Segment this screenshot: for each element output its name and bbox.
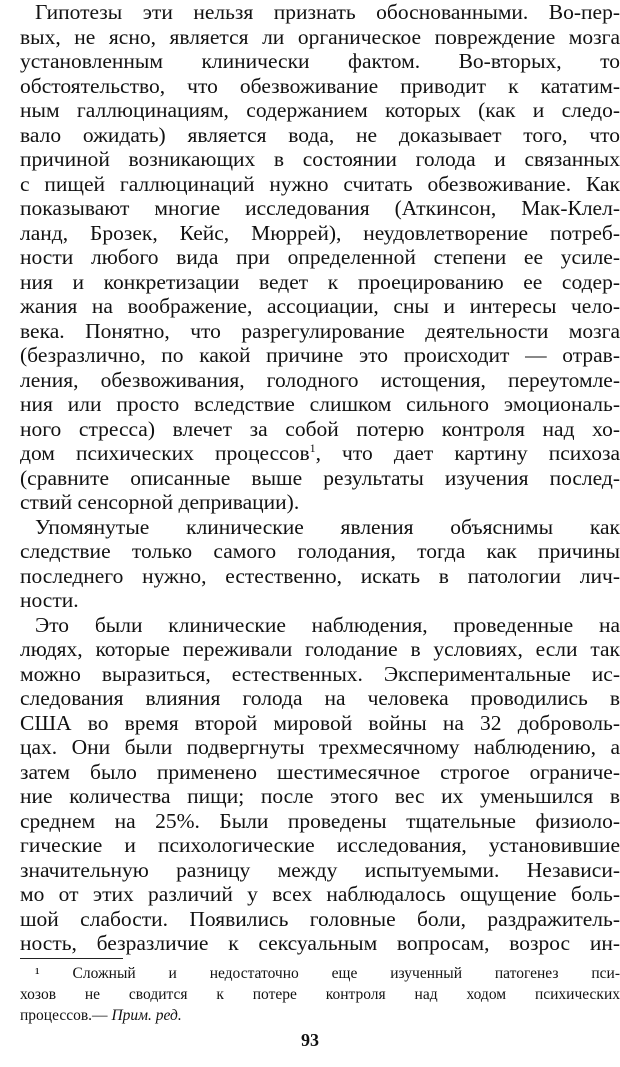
text-line: ности. <box>20 588 79 612</box>
footnote-line: хозов не сводится к потере контроля над ходом психических <box>20 986 620 1003</box>
text-line: Гипотезы эти нельзя признать обоснованными. Во-пер- <box>35 0 620 24</box>
text-line: ного стресса) влечет за собой потерю контроля над хо- <box>20 416 620 441</box>
footnote-line: ¹ Сложный и недостаточно еще изученный патогенез пси- <box>35 965 620 982</box>
text-line: среднем на 25%. Были проведены тщательные физиоло- <box>20 808 620 833</box>
text-line: ланд, Брозек, Кейс, Мюррей), неудовлетворение потреб- <box>20 220 620 245</box>
text-line: значительную разницу между испытуемыми. Независи- <box>20 857 620 882</box>
text-line: мо от этих различий у всех наблюдалось ощущение боль- <box>20 882 620 906</box>
text-line: ние количества пищи; после этого вес их уменьшился в <box>20 784 620 808</box>
footnotes <box>0 963 620 1026</box>
text-line: Это были клинические наблюдения, проведенные на <box>35 612 620 637</box>
text-line: Упомянутые клинические явления объяснимы как <box>35 514 620 539</box>
text-line: показывают многие исследования (Аткинсон, Мак-Клел- <box>20 196 620 220</box>
text-line: США во время второй мировой войны на 32 доброволь- <box>20 710 620 735</box>
text-line: затем было применено шестимесячное строгое ограниче- <box>20 759 620 784</box>
footnote-line: процессов.— Прим. ред. <box>20 1007 182 1024</box>
text-line: жания на воображение, ассоциации, сны и интересы чело- <box>20 294 620 318</box>
text-line: вало ожидать) является вода, не доказывает того, что <box>20 122 620 147</box>
text-line: шой слабости. Появились головные боли, раздражитель- <box>20 906 620 931</box>
text-line: гические и психологические исследования, установившие <box>20 833 620 857</box>
text-line: ния или просто вследствие слишком сильного эмоциональ- <box>20 392 620 416</box>
text-line: (сравните описанные выше результаты изучения послед- <box>20 465 620 490</box>
text-line: установленным клинически фактом. Во-вторых, то <box>20 49 620 73</box>
text-line: ности любого вида при определенной степени ее усиле- <box>20 245 620 269</box>
text-line: века. Понятно, что разрегулирование деятельности мозга <box>20 318 620 343</box>
text-line: ствий сенсорной депривации). <box>20 490 300 514</box>
text-line: следования влияния голода на человека проводились в <box>20 686 620 710</box>
text-line: ния и конкретизации ведет к проецированию ее содер- <box>20 269 620 294</box>
text-line: дом психических процессов$^1$, что дает картину психоза <box>20 440 620 465</box>
text-line: последнего нужно, естественно, искать в патологии лич- <box>20 563 620 588</box>
text-line: ным галлюцинациям, содержанием которых (как и следо- <box>20 98 620 122</box>
text-line: людях, которые переживали голодание в условиях, если так <box>20 637 620 661</box>
text-line: можно выразиться, естественных. Экспериментальные ис- <box>20 661 620 686</box>
editor-note: Прим. ред. <box>111 1007 182 1024</box>
text-line: вых, не ясно, является ли органическое повреждение мозга <box>20 24 620 49</box>
text-line: следствие только самого голодания, тогда как причины <box>20 539 620 563</box>
footnote-marker: 1 <box>309 440 316 455</box>
text-line: обстоятельство, что обезвоживание приводит к кататим- <box>20 73 620 98</box>
text-line: с пищей галлюцинаций нужно считать обезвоживание. Как <box>20 171 620 196</box>
footnote-divider <box>20 958 123 959</box>
text-line: (безразлично, по какой причине это происходит — отрав- <box>20 343 620 367</box>
text-line: ность, безразличие к сексуальным вопросам, возрос ин- <box>20 931 620 955</box>
text-line: причиной возникающих в состоянии голода и связанных <box>20 147 620 171</box>
page-number: 93 <box>301 1030 319 1050</box>
text-line: цах. Они были подвергнуты трехмесячному наблюдению, а <box>20 735 620 759</box>
text-line: ления, обезвоживания, голодного истощения, переутомле- <box>20 367 620 392</box>
